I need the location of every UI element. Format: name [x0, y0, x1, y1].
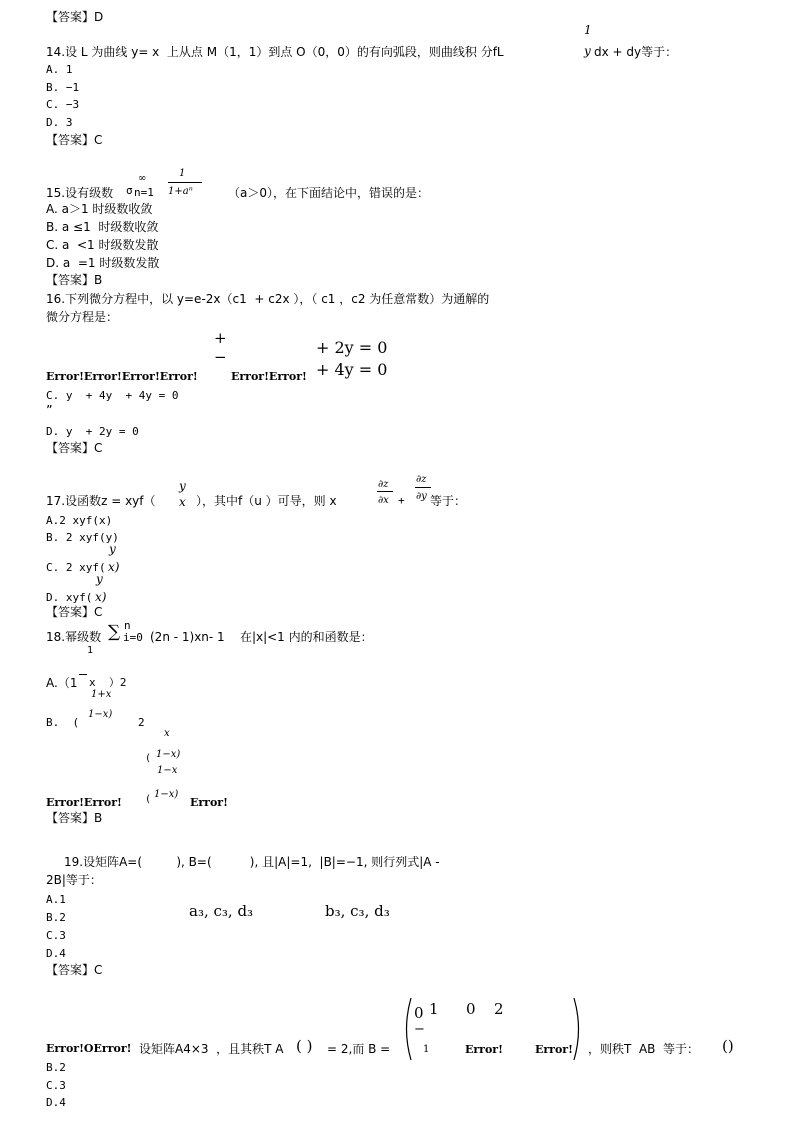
- q17-dz1-den: ∂x: [378, 495, 389, 506]
- q15-stem-b: （a＞0），在下面结论中，错误的是：: [228, 186, 429, 200]
- q14-stem: 14.设 L 为曲线 y= x 上从点 M（1，1）到点 O（0，0）的有向弧段，则曲线积 分fL: [46, 45, 504, 59]
- q14-frac-num: 1: [584, 23, 592, 37]
- q14-frac-den: y: [584, 44, 591, 58]
- q18-paren-open-1: (: [145, 753, 152, 764]
- q16-answer: 【答案】C: [46, 441, 103, 455]
- q20-option-b: B.2: [46, 1061, 66, 1074]
- q17-stem-a: 17.设函数z = xyf（: [46, 494, 156, 508]
- q16-prime-mark: ”: [46, 403, 53, 416]
- q15-upper: ∞: [138, 173, 147, 184]
- q17-frac-den: x: [179, 495, 186, 509]
- q18-sum-upper: n: [124, 619, 131, 632]
- q16-option-c: C. y + 4y + 4y = 0: [46, 389, 179, 402]
- q20-error-2: Error!: [535, 1043, 573, 1056]
- q16-eq1: + 2y = 0: [316, 338, 388, 357]
- q18-frac-den-1: 1−x: [157, 765, 178, 776]
- q14-answer: 【答案】C: [46, 133, 103, 147]
- q18-option-a-under: 1+x: [91, 689, 112, 700]
- q20-matrix-r1c1: 0: [414, 1004, 424, 1022]
- q20-matrix-c4: 2: [494, 1000, 504, 1018]
- q20-error-1: Error!: [465, 1043, 503, 1056]
- q17-answer: 【答案】C: [46, 605, 103, 619]
- q19-matrix-b-col: b₃, c₃, d₃: [325, 902, 390, 920]
- q16-stem-line1: 16.下列微分方程中，以 y=e-2x（c1 + c2x ），（ c1 ，c2 为任意常数）为通解的: [46, 292, 490, 306]
- q15-option-b: B. a ≤1 时级数收敛: [46, 220, 159, 234]
- q15-frac-num: 1: [179, 168, 186, 179]
- q17-dz1-line: [377, 491, 393, 492]
- q15-sigma: σ: [126, 184, 133, 197]
- q17-dz2-den: ∂y: [416, 491, 427, 502]
- q18-option-b-exp: 2: [138, 716, 145, 729]
- q17-c-frac-den: x): [108, 560, 120, 574]
- q19-matrix-a-col: a₃, c₃, d₃: [189, 902, 254, 920]
- q19-stem-line1: 19.设矩阵A=( ), B=( ), 且|A|=1, |B|=−1, 则行列式|A -: [64, 855, 440, 869]
- q18-sum-lower: i=0: [123, 631, 143, 644]
- q17-d-frac-num: y: [96, 572, 103, 586]
- q17-frac-num: y: [179, 479, 186, 493]
- q18-a-overline: [79, 674, 87, 675]
- q17-option-d: D. xyf(: [46, 591, 93, 604]
- q15-option-c: C. a <1 时级数发散: [46, 238, 159, 252]
- q14-stem-tail: dx + dy等于：: [594, 45, 678, 59]
- q20-paren-pair: ( ): [296, 1037, 313, 1055]
- q13-answer: 【答案】D: [46, 10, 104, 24]
- q20-matrix-c3: 0: [466, 1000, 476, 1018]
- q16-eq2: + 4y = 0: [316, 360, 388, 379]
- q18-one-mark: 1: [87, 645, 94, 656]
- q16-stem-line2: 微分方程是：: [46, 310, 119, 324]
- q16-plus: +: [214, 329, 227, 347]
- q17-dz1-num: ∂z: [378, 479, 389, 490]
- q17-stem-b: ），其中f（u ）可导，则 x: [196, 494, 337, 508]
- q17-option-c: C. 2 xyf(: [46, 561, 106, 574]
- q14-option-a: A. 1: [46, 63, 73, 76]
- q17-stem-c: 等于：: [430, 494, 467, 508]
- q18-answer: 【答案】B: [46, 811, 103, 825]
- q18-paren-frac-2: 1−x): [154, 789, 179, 800]
- q15-lower: n=1: [134, 186, 154, 199]
- q20-stem-a: 设矩阵A4×3 ，且其秩T A: [139, 1042, 284, 1056]
- q18-paren-open-2: (: [145, 794, 152, 805]
- q20-matrix-left-paren: [400, 996, 414, 1062]
- q20-matrix-right-paren: [571, 996, 585, 1062]
- q20-option-d: D.4: [46, 1096, 66, 1109]
- q17-d-frac-den: x): [95, 590, 107, 604]
- q19-option-a: A.1: [46, 893, 66, 906]
- q14-option-b: B. −1: [46, 81, 80, 94]
- q15-frac-den: 1+aⁿ: [168, 186, 193, 197]
- q20-stem-c: ，则秩T AB 等于：: [588, 1042, 700, 1056]
- q17-dz2-line: [415, 487, 431, 488]
- q14-option-d: D. 3: [46, 116, 73, 129]
- q19-option-c: C.3: [46, 929, 66, 942]
- q16-option-d: D. y + 2y = 0: [46, 425, 139, 438]
- q18-errors-b: Error!: [190, 796, 228, 809]
- q14-option-c: C. −3: [46, 98, 80, 111]
- q17-option-a: A.2 xyf(x): [46, 514, 113, 527]
- q19-answer: 【答案】C: [46, 963, 103, 977]
- q17-option-b: B. 2 xyf(y): [46, 531, 119, 544]
- q17-dz2-num: ∂z: [416, 474, 427, 485]
- q18-paren-frac-1: 1−x): [156, 749, 181, 760]
- q20-matrix-r2c1: 1: [423, 1044, 430, 1055]
- q20-tail-paren: (): [722, 1037, 734, 1055]
- q15-answer: 【答案】B: [46, 273, 103, 287]
- q15-frac-line: [168, 182, 202, 183]
- q15-option-d: D. a =1 时级数发散: [46, 256, 160, 270]
- q18-option-a-x: x ）2: [89, 676, 127, 689]
- q20-errors-prefix: Error!OError!: [46, 1042, 132, 1055]
- q18-option-b: B. (: [46, 716, 80, 729]
- q18-stem-b: (2n - 1)xn- 1 在|x|<1 内的和函数是：: [150, 630, 373, 644]
- q19-option-b: B.2: [46, 911, 66, 924]
- q16-errors-a: Error!Error!Error!Error!: [46, 370, 198, 383]
- q18-option-b-frac: 1−x): [88, 709, 113, 720]
- q18-errors-a: Error!Error!: [46, 796, 122, 809]
- q20-matrix-minus: −: [414, 1022, 425, 1037]
- q20-option-c: C.3: [46, 1079, 66, 1092]
- q18-stem-a: 18.幂级数: [46, 630, 102, 644]
- q20-stem-b: = 2,而 B =: [327, 1042, 391, 1056]
- q18-x-mark: x: [164, 728, 170, 739]
- q19-stem-line2: 2B|等于：: [46, 873, 102, 887]
- q20-matrix-c2: 1: [429, 1000, 439, 1018]
- q16-minus: −: [214, 348, 227, 366]
- q19-option-d: D.4: [46, 947, 66, 960]
- q15-option-a: A. a＞1 时级数收敛: [46, 202, 153, 216]
- q15-stem-a: 15.设有级数: [46, 186, 114, 200]
- q17-c-frac-num: y: [109, 542, 116, 556]
- q17-plus: +: [398, 494, 405, 507]
- q18-sum-symbol: ∑: [108, 622, 121, 642]
- q18-option-a: A.（1: [46, 676, 78, 690]
- q16-errors-b: Error!Error!: [231, 370, 307, 383]
